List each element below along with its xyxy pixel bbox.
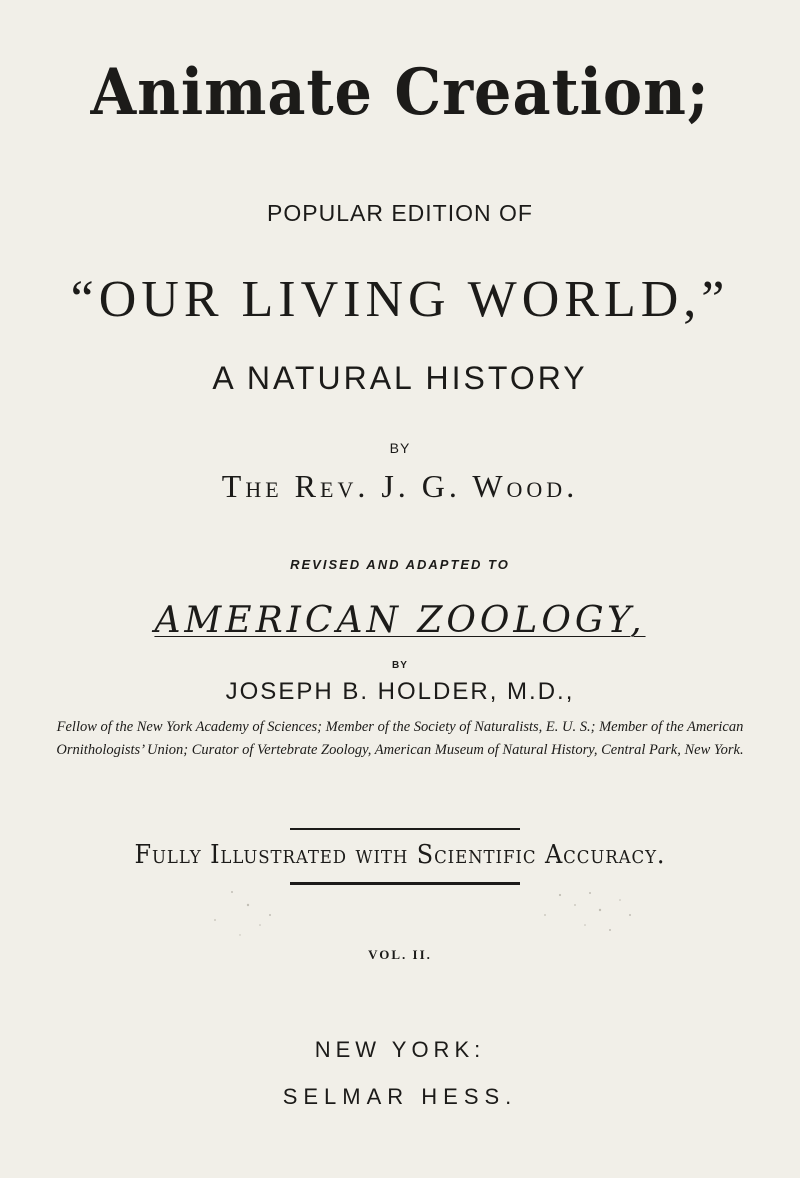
by-label: BY [389, 440, 411, 456]
volume-label: VOL. II. [368, 947, 432, 962]
edition-line: POPULAR EDITION OF [267, 200, 533, 226]
editor-credentials: Fellow of the New York Academy of Sciences; Member of the Society of Naturalists, E. U. S.; Member of the American Ornithologists’ Union; Curator of Vertebrate Zoology, American Museum of Natural History, Central Park, New York. [56, 719, 744, 758]
series-title: “OUR LIVING WORLD,” [70, 271, 730, 328]
revised-line: REVISED AND ADAPTED TO [290, 557, 510, 572]
by-label-2: BY [392, 660, 408, 671]
illustrated-line: Fully Illustrated with Scientific Accuracy. [134, 840, 666, 870]
subtitle: A NATURAL HISTORY [212, 360, 588, 396]
divider-rule-bottom [290, 882, 520, 885]
book-title: Animate Creation; [90, 55, 710, 130]
editor-name: JOSEPH B. HOLDER, M.D., [225, 678, 575, 705]
divider-rule-top [290, 828, 520, 830]
publisher-name: SELMAR HESS. [282, 1084, 518, 1109]
publication-place: NEW YORK: [314, 1037, 486, 1062]
american-zoology-heading: AMERICAN ZOOLOGY, [154, 600, 646, 641]
author-name: The Rev. J. G. Wood. [221, 468, 579, 504]
